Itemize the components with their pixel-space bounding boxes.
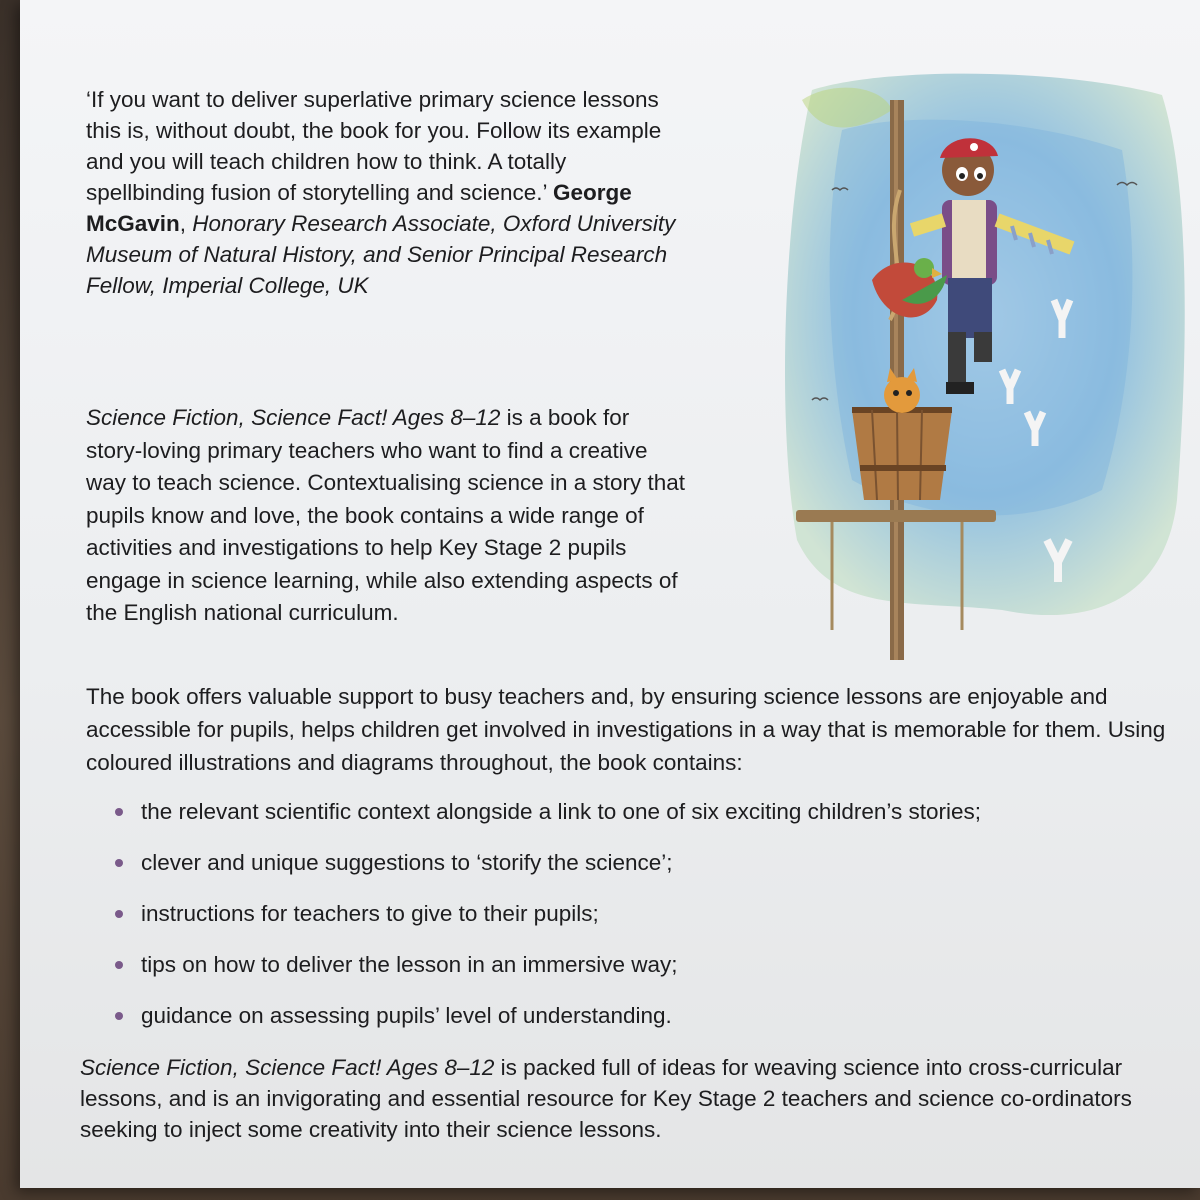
closing-paragraph: [80, 1052, 1190, 1145]
quote-separator: ,: [179, 211, 193, 236]
intro-text: is a book for story-loving primary teachers who want to find a creative way to teach science. Contextualising science in a story that pupils know and love, the book contains a wide range of activities and investigations to help Key Stage 2 pupils engage in science learning, while also extending aspects of the English national curriculum.: [86, 405, 686, 625]
list-item: [115, 949, 1175, 1000]
list-item: [115, 796, 1175, 847]
list-item: [115, 1000, 1175, 1051]
quote-author: George McGavin: [86, 180, 632, 236]
bullet-icon: [115, 1012, 123, 1020]
list-item-text: tips on how to deliver the lesson in an immersive way;: [141, 952, 678, 977]
list-item-text: the relevant scientific context alongside a link to one of six exciting children’s stories;: [141, 799, 982, 824]
intro-paragraph: [86, 402, 686, 630]
book-back-cover: [20, 0, 1200, 1188]
list-item-text: clever and unique suggestions to ‘storify the science’;: [141, 850, 673, 875]
quote-affiliation: Honorary Research Associate, Oxford University Museum of Natural History, and Senior Principal Research Fellow, Imperial College, UK: [86, 211, 676, 298]
endorsement-quote: [86, 84, 686, 301]
list-item: [115, 898, 1175, 949]
bullet-icon: [115, 910, 123, 918]
closing-book-title: Science Fiction, Science Fact! Ages 8–12: [80, 1055, 495, 1080]
list-item-text: instructions for teachers to give to their pupils;: [141, 901, 599, 926]
contents-list: [115, 796, 1175, 1051]
list-item: [115, 847, 1175, 898]
bullet-icon: [115, 961, 123, 969]
offers-paragraph: The book offers valuable support to busy teachers and, by ensuring science lessons are enjoyable and accessible for pupils, helps children get involved in investigations in a way that is memorable for them. Using coloured illustrations and diagrams throughout, the book contains:: [86, 684, 1166, 775]
bullet-icon: [115, 859, 123, 867]
pirate-ship-mast-illustration: [772, 70, 1190, 670]
bullet-icon: [115, 808, 123, 816]
intro-book-title: Science Fiction, Science Fact! Ages 8–12: [86, 405, 501, 430]
closing-text: is packed full of ideas for weaving science into cross-curricular lessons, and is an invigorating and essential resource for Key Stage 2 teachers and science co-ordinators seeking to inject some creativity into their science lessons.: [80, 1055, 1132, 1142]
list-item-text: guidance on assessing pupils’ level of understanding.: [141, 1003, 672, 1028]
quote-text: ‘If you want to deliver superlative primary science lessons this is, without doubt, the book for you. Follow its example and you will teach children how to think. A totally spellbinding fusion of storytelling and science.’: [86, 87, 662, 205]
